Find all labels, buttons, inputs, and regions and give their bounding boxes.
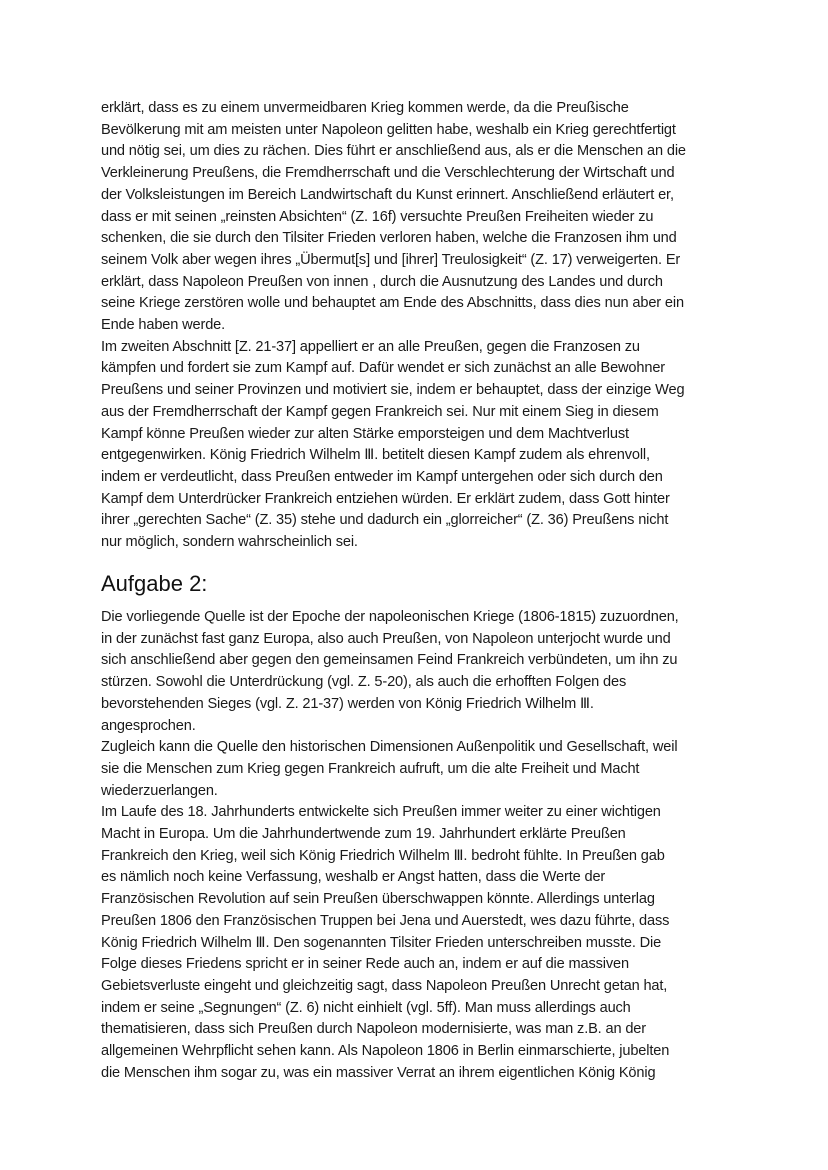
text-line: Kampf könne Preußen wieder zur alten Stärke emporsteigen und dem Machtverlust [101, 425, 629, 442]
text-line: schenken, die sie durch den Tilsiter Frieden verloren haben, welche die Franzosen ihm und [101, 230, 677, 247]
text-line: thematisieren, dass sich Preußen durch Napoleon modernisierte, was man z.B. an der [101, 1021, 646, 1038]
text-line: Kampf dem Unterdrücker Frankreich entziehen würden. Er erklärt zudem, dass Gott hinter [101, 490, 670, 507]
text-line: angesprochen. [101, 717, 196, 734]
text-line: bevorstehenden Sieges (vgl. Z. 21-37) werden von König Friedrich Wilhelm Ⅲ. [101, 695, 594, 712]
text-line: indem er verdeutlicht, dass Preußen entweder im Kampf untergehen oder sich durch den [101, 468, 663, 485]
section-1-text [101, 98, 741, 554]
text-line: Verkleinerung Preußens, die Fremdherrschaft und die Verschlechterung der Wirtschaft und [101, 165, 675, 182]
text-line: Preußens und seiner Provinzen und motiviert sie, indem er behauptet, dass der einzige Weg [101, 382, 685, 399]
text-line: Ende haben werde. [101, 317, 226, 334]
text-line: Preußen 1806 den Französischen Truppen bei Jena und Auerstedt, wes dazu führte, dass [101, 912, 670, 929]
text-line: in der zunächst fast ganz Europa, also auch Preußen, von Napoleon unterjocht wurde und [101, 630, 671, 647]
text-line: Bevölkerung mit am meisten unter Napoleon gelitten habe, weshalb ein Krieg gerechtfertigt [101, 121, 676, 138]
text-line: Die vorliegende Quelle ist der Epoche der napoleonischen Kriege (1806-1815) zuzuordnen, [101, 609, 679, 625]
text-line: König Friedrich Wilhelm Ⅲ. Den sogenannten Tilsiter Frieden unterschreiben musste. Die [101, 934, 662, 951]
text-line: Frankreich den Krieg, weil sich König Friedrich Wilhelm Ⅲ. bedroht fühlte. In Preußen gab [101, 847, 665, 864]
text-line: Im Laufe des 18. Jahrhunderts entwickelte sich Preußen immer weiter zu einer wichtigen [101, 804, 661, 821]
section-2-text [101, 607, 741, 1084]
text-line: sich anschließend aber gegen den gemeinsamen Feind Frankreich verbündeten, um ihn zu [101, 652, 678, 669]
text-line: allgemeinen Wehrpflicht sehen kann. Als Napoleon 1806 in Berlin einmarschierte, jubelten [101, 1043, 670, 1060]
text-line: seine Kriege zerstören wolle und behauptet am Ende des Abschnitts, dass dies nun aber ein [101, 295, 684, 312]
text-line: Gebietsverluste eingeht und gleichzeitig sagt, dass Napoleon Preußen Unrecht getan hat, [101, 977, 668, 994]
text-line: Zugleich kann die Quelle den historischen Dimensionen Außenpolitik und Gesellschaft, weil [101, 739, 678, 756]
text-line: dass er mit seinen „reinsten Absichten“ (Z. 16f) versuchte Preußen Freiheiten wieder zu [101, 208, 654, 225]
text-line: erklärt, dass Napoleon Preußen von innen , durch die Ausnutzung des Landes und durch [101, 273, 663, 290]
text-line: kämpfen und fordert sie zum Kampf auf. Dafür wendet er sich zunächst an alle Bewohner [101, 360, 666, 377]
text-line: aus der Fremdherrschaft der Kampf gegen Frankreich sei. Nur mit einem Sieg in diesem [101, 403, 659, 420]
text-line: ihrer „gerechten Sache“ (Z. 35) stehe und dadurch ein „glorreicher“ (Z. 36) Preußens nicht [101, 512, 669, 529]
text-line: und nötig sei, um dies zu rächen. Dies führt er anschließend aus, als er die Menschen an die [101, 143, 686, 160]
text-line: Französischen Revolution auf sein Preußen überschwappen könnte. Allerdings unterlag [101, 891, 655, 908]
text-line: entgegenwirken. König Friedrich Wilhelm Ⅲ. betitelt diesen Kampf zudem als ehrenvoll, [101, 447, 650, 464]
text-line: Folge dieses Friedens spricht er in seiner Rede auch an, indem er auf die massiven [101, 956, 629, 973]
section-heading: Aufgabe 2: [101, 571, 208, 596]
text-line: wiederzuerlangen. [101, 782, 218, 799]
text-line: die Menschen ihm sogar zu, was ein massiver Verrat an ihrem eigentlichen König König [101, 1064, 656, 1081]
text-line: Macht in Europa. Um die Jahrhundertwende zum 19. Jahrhundert erklärte Preußen [101, 826, 626, 843]
text-line: erklärt, dass es zu einem unvermeidbaren Krieg kommen werde, da die Preußische [101, 100, 629, 116]
heading-wrap [101, 571, 207, 597]
text-line: nur möglich, sondern wahrscheinlich sei. [101, 534, 358, 551]
text-line: stürzen. Sowohl die Unterdrückung (vgl. Z. 5-20), als auch die erhofften Folgen des [101, 674, 627, 691]
text-line: es nämlich noch keine Verfassung, weshalb er Angst hatten, dass die Werte der [101, 869, 606, 886]
text-line: der Volksleistungen im Bereich Landwirtschaft du Kunst erinnert. Anschließend erläutert er, [101, 186, 674, 203]
text-line: Im zweiten Abschnitt [Z. 21-37] appelliert er an alle Preußen, gegen die Franzosen zu [101, 338, 640, 355]
text-line: seinem Volk aber wegen ihres „Übermut[s] und [ihrer] Treulosigkeit“ (Z. 17) verweigerten. Er [101, 251, 681, 268]
text-line: indem er seine „Segnungen“ (Z. 6) nicht einhielt (vgl. 5ff). Man muss allerdings auch [101, 999, 631, 1016]
text-line: sie die Menschen zum Krieg gegen Frankreich aufruft, um die alte Freiheit und Macht [101, 760, 640, 777]
